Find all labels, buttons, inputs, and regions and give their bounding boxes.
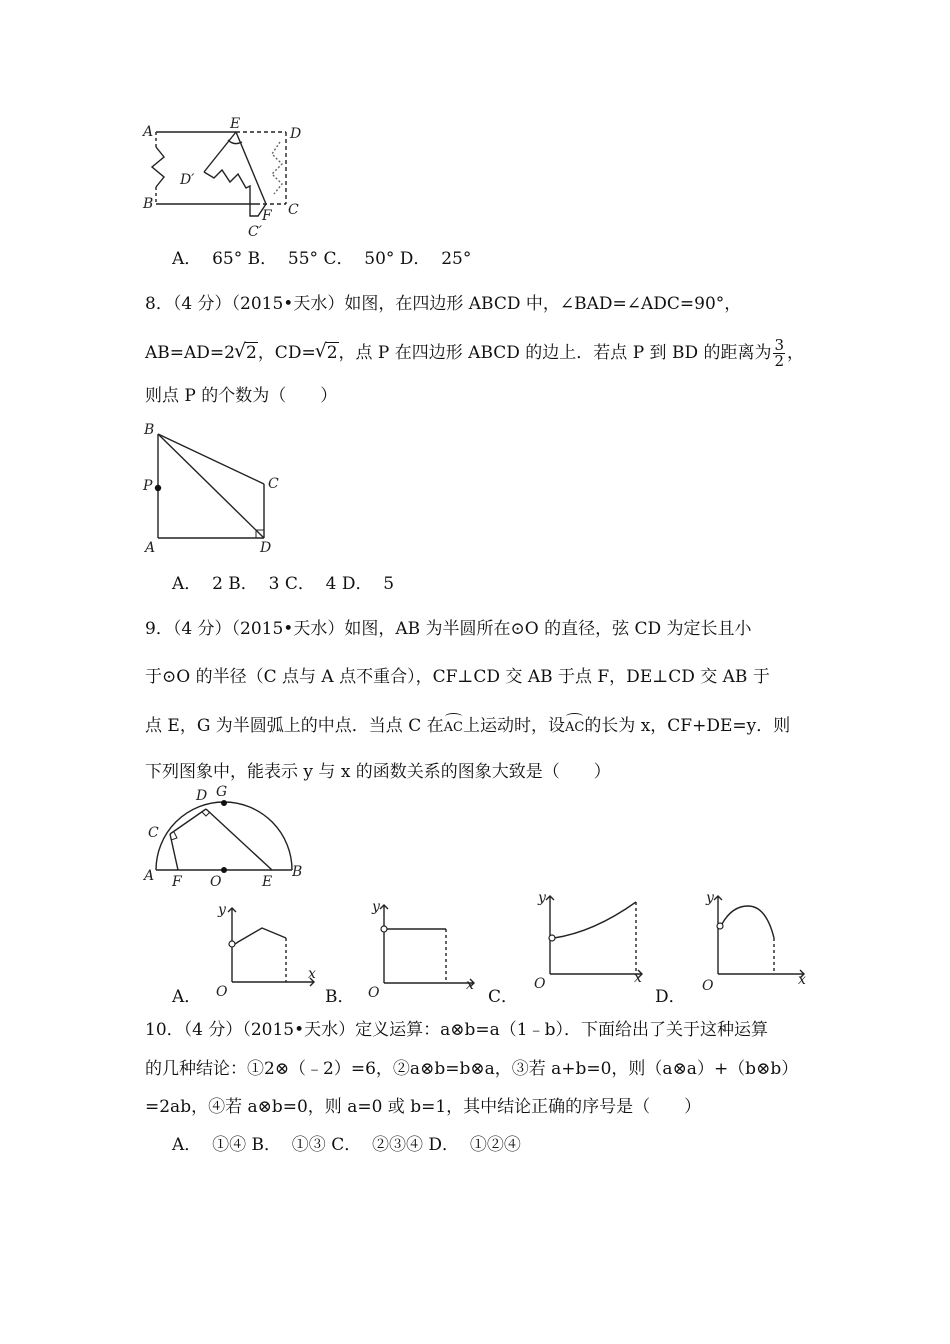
q9-line3 [145, 712, 790, 740]
q8-figure [140, 420, 290, 560]
q9-graph-b [358, 893, 483, 1001]
q8-line2 [145, 338, 804, 369]
q7-label-B: B [143, 196, 154, 212]
q10-line2: 的几种结论：①2⊗（﹣2）=6，②a⊗b=b⊗a，③若 a+b=0，则（a⊗a）+（b⊗b） [145, 1059, 799, 1079]
q7-label-F: F [262, 208, 272, 224]
q9-line3-c: 的长为 x，CF+DE=y．则 [584, 716, 791, 736]
q7-label-D: D [290, 126, 302, 142]
q8-label-A: A [145, 540, 156, 556]
q10-line1: 10．（4 分）（2015•天水）定义运算：a⊗b=a（1﹣b）．下面给出了关于这种运算 [145, 1020, 768, 1040]
q9-graph-a-x: x [308, 966, 316, 982]
q8-fraction: $\frac{3}{2}$ [774, 336, 785, 370]
q8-line2-d: ， [787, 343, 805, 363]
q8-line2-a: AB=AD=2 [145, 343, 235, 363]
q9-option-b-label: B． [325, 987, 355, 1007]
q7-label-Cprime: C′ [248, 224, 262, 240]
q9-label-D: D [196, 788, 208, 804]
q9-graph-a [206, 898, 324, 1002]
q9-arc-ac-2: AC [565, 712, 584, 740]
q9-option-a-label: A． [172, 987, 202, 1007]
q8-line3: 则点 P 的个数为（ ） [145, 386, 338, 406]
q9-graph-c-x: x [634, 970, 642, 986]
q9-line3-a: 点 E，G 为半圆弧上的中点．当点 C 在 [145, 716, 444, 736]
q7-label-E: E [230, 116, 241, 132]
q9-line1: 9．（4 分）（2015•天水）如图，AB 为半圆所在⊙O 的直径，弦 CD 为定长且小 [145, 619, 752, 639]
q7-label-Dprime: D′ [180, 172, 195, 188]
q8-options: A． 2 B． 3 C． 4 D． 5 [172, 574, 395, 594]
q9-graph-b-o: O [368, 985, 380, 1001]
q7-label-C: C [288, 202, 299, 218]
q8-line1: 8．（4 分）（2015•天水）如图，在四边形 ABCD 中，∠BAD=∠ADC=90°， [145, 294, 742, 314]
q9-graph-d-o: O [702, 978, 714, 994]
q9-label-C: C [148, 825, 159, 841]
q8-line2-c: ，点 P 在四边形 ABCD 的边上．若点 P 到 BD 的距离为 [338, 343, 772, 363]
q9-graph-c-o: O [534, 976, 546, 992]
q9-graph-b-y: y [372, 899, 380, 915]
q8-label-P: P [143, 478, 153, 494]
q9-label-O: O [210, 874, 222, 890]
q9-line3-b: 上运动时，设 [462, 716, 565, 736]
q7-options: A． 65° B． 55° C． 50° D． 25° [172, 249, 472, 269]
q9-option-c-label: C． [488, 987, 519, 1007]
q8-label-D: D [260, 540, 272, 556]
q9-graph-a-y: y [218, 902, 226, 918]
q9-graph-c-y: y [538, 890, 546, 906]
q8-label-B: B [144, 422, 155, 438]
q8-sqrt-ab: √ 2 [235, 341, 258, 365]
q9-arc-ac-1: AC [444, 712, 463, 740]
q9-line4: 下列图象中，能表示 y 与 x 的函数关系的图象大致是（ ） [145, 762, 611, 782]
q9-graph-a-o: O [216, 984, 228, 1000]
q10-options: A． ①④ B． ①③ C． ②③④ D． ①②④ [172, 1135, 521, 1155]
q7-label-A: A [143, 124, 154, 140]
q9-label-E: E [262, 874, 273, 890]
q9-line2: 于⊙O 的半径（C 点与 A 点不重合），CF⊥CD 交 AB 于点 F，DE⊥CD 交 AB 于 [145, 667, 770, 687]
q10-line3: =2ab，④若 a⊗b=0，则 a=0 或 b=1，其中结论正确的序号是（ ） [145, 1097, 702, 1117]
q9-label-A: A [144, 868, 155, 884]
q7-figure [138, 112, 318, 242]
q9-option-d-label: D． [655, 987, 686, 1007]
q9-figure [140, 782, 315, 894]
q9-graph-c [524, 886, 652, 994]
q8-sqrt-cd: √ 2 [316, 341, 339, 365]
q9-graph-b-x: x [466, 977, 474, 993]
q9-graph-d-x: x [798, 972, 806, 988]
q8-label-C: C [268, 476, 279, 492]
q9-label-B: B [292, 864, 303, 880]
q8-line2-b: ，CD= [257, 343, 316, 363]
q9-label-F: F [172, 874, 182, 890]
q9-graph-d-y: y [706, 890, 714, 906]
q9-label-G: G [216, 784, 228, 800]
q9-graph-d [692, 886, 814, 994]
